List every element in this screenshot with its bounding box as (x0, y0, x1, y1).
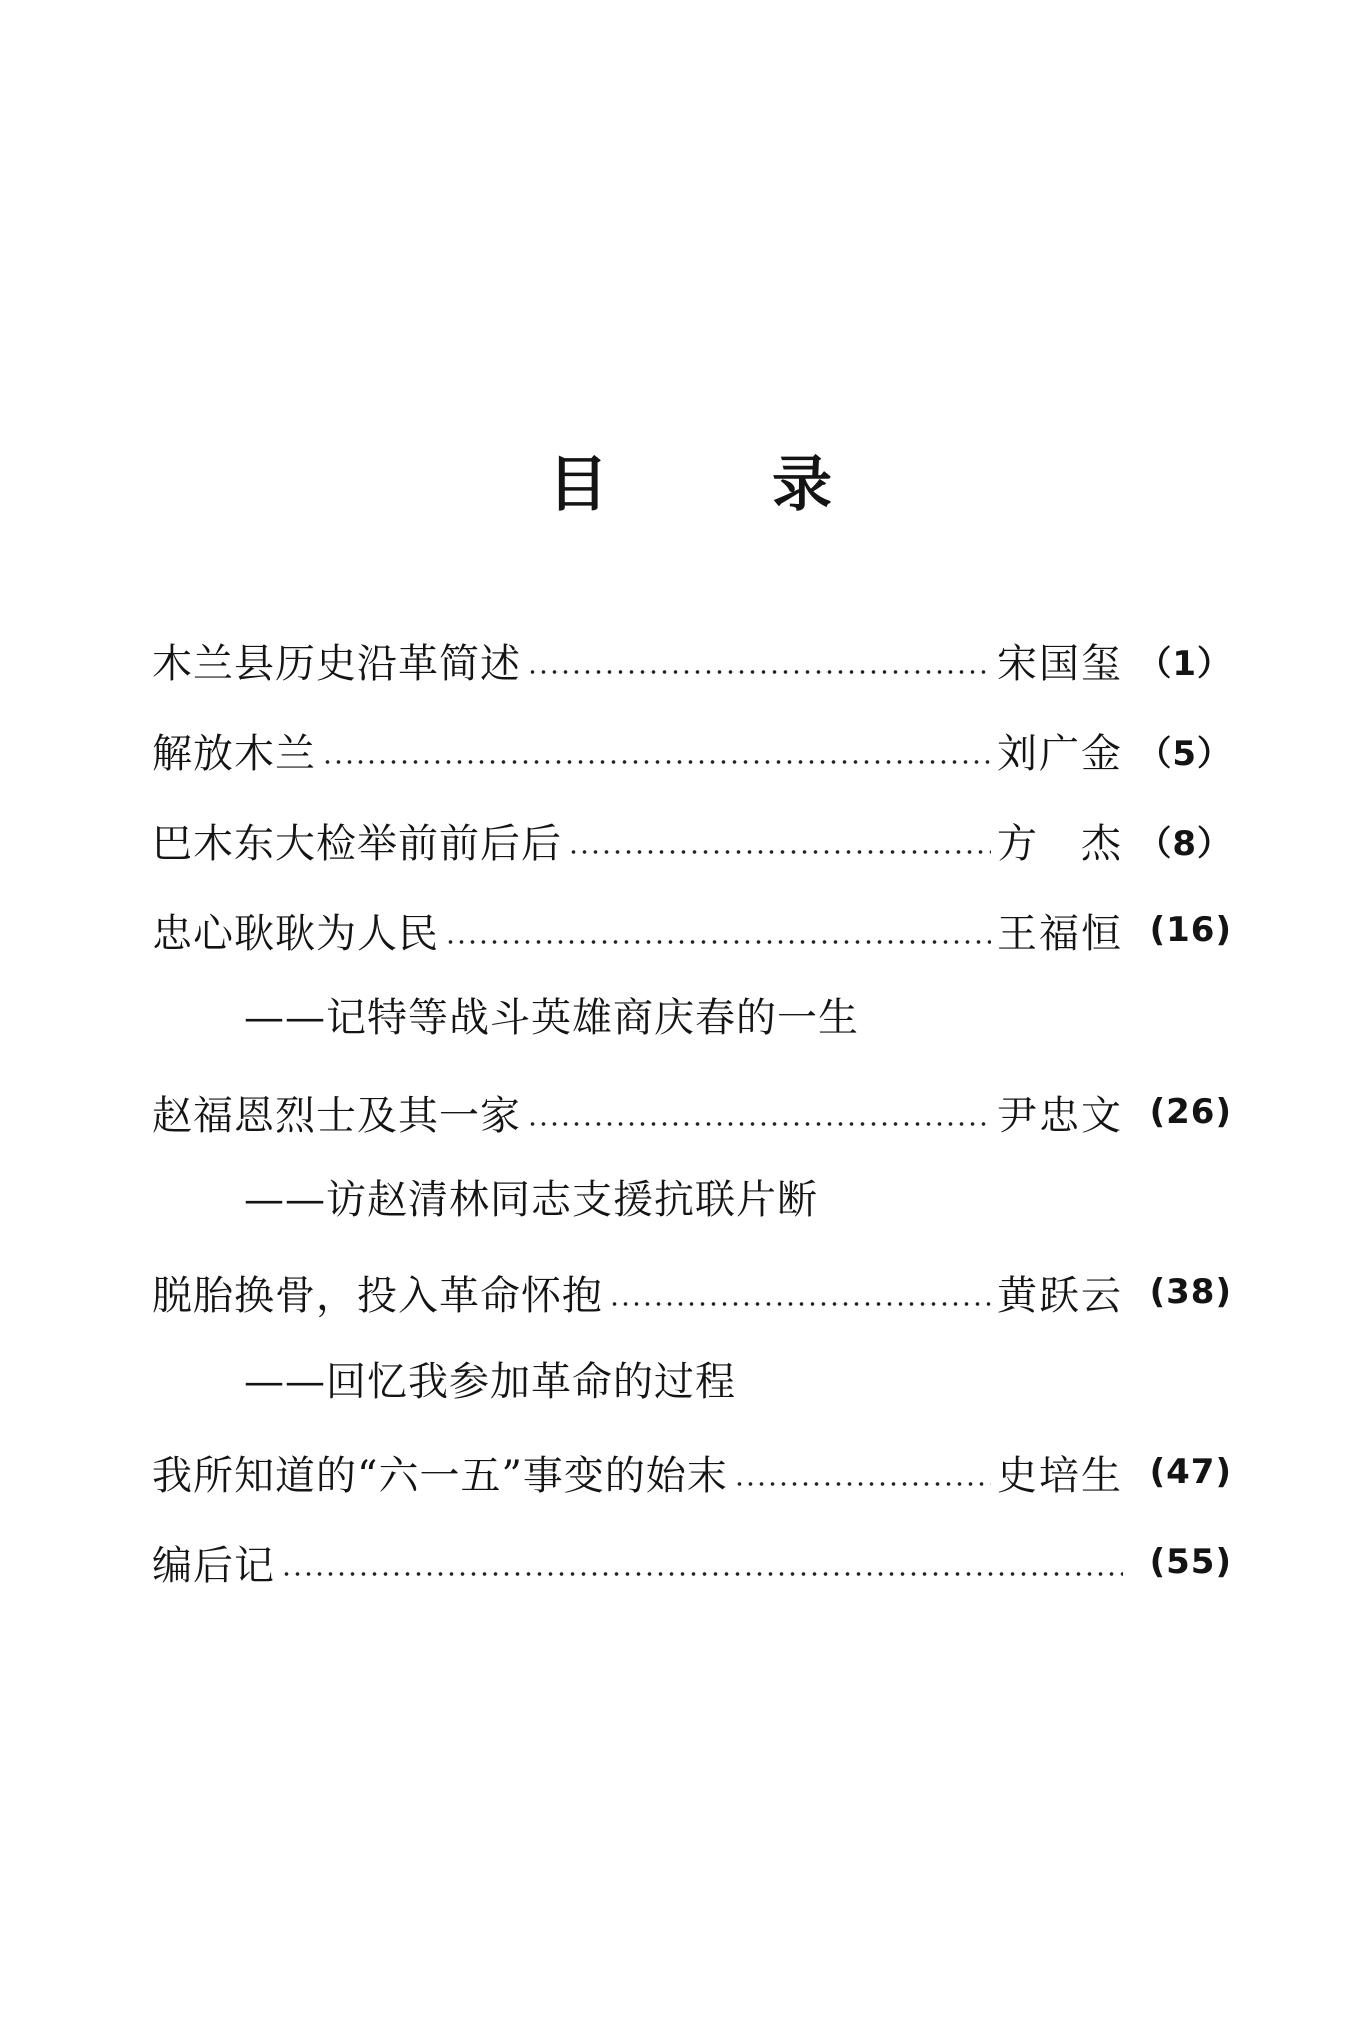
entry-title: 赵福恩烈士及其一家 (152, 1092, 521, 1139)
toc-entry[interactable] (152, 1262, 1232, 1322)
entry-author: 宋国玺 (997, 640, 1123, 687)
heading-char-1: 目 (548, 450, 608, 520)
entry-title: 解放木兰 (152, 730, 316, 777)
toc-entry[interactable] (152, 630, 1232, 690)
entry-author: 方 杰 (997, 820, 1123, 867)
dot-leader (445, 900, 991, 960)
entry-title: 木兰县历史沿革简述 (152, 640, 521, 687)
dot-leader (734, 1442, 991, 1502)
entry-author: 史培生 (997, 1452, 1123, 1499)
entry-author: 王福恒 (997, 910, 1123, 957)
entry-page: (26) (1149, 1092, 1232, 1132)
entry-title: 巴木东大检举前前后后 (152, 820, 562, 867)
entry-author: 刘广金 (997, 730, 1123, 777)
entry-page: （1） (1137, 643, 1232, 684)
entry-page: (38) (1149, 1272, 1232, 1312)
dot-leader (281, 1532, 1123, 1592)
toc-entry[interactable] (152, 720, 1232, 780)
dot-leader (322, 720, 991, 780)
entry-title: 编后记 (152, 1542, 275, 1589)
entry-subtitle: ——记特等战斗英雄商庆春的一生 (244, 995, 859, 1041)
entry-page: (16) (1149, 910, 1232, 950)
entry-author: 尹忠文 (997, 1092, 1123, 1139)
dot-leader (527, 1082, 991, 1142)
entry-subtitle: ——访赵清林同志支援抗联片断 (244, 1177, 818, 1223)
entry-subtitle: ——回忆我参加革命的过程 (244, 1359, 736, 1405)
dot-leader (568, 810, 991, 870)
toc-entry[interactable] (152, 1082, 1232, 1142)
entry-page: (55) (1149, 1542, 1232, 1582)
entry-title: 忠心耿耿为人民 (152, 910, 439, 957)
entry-page: (47) (1149, 1452, 1232, 1492)
entry-author: 黄跃云 (997, 1272, 1123, 1319)
dot-leader (527, 630, 991, 690)
toc-entry[interactable] (152, 1442, 1232, 1502)
toc-heading (0, 440, 1367, 530)
dot-leader (609, 1262, 991, 1322)
entry-title: 我所知道的“六一五”事变的始末 (152, 1452, 728, 1499)
heading-char-2: 录 (772, 450, 832, 520)
toc-entry[interactable] (152, 900, 1232, 960)
toc-entry[interactable] (152, 810, 1232, 870)
entry-page: （8） (1137, 823, 1232, 864)
toc-entry[interactable] (152, 1532, 1232, 1592)
entry-title: 脱胎换骨，投入革命怀抱 (152, 1272, 603, 1319)
entry-page: （5） (1137, 733, 1232, 774)
